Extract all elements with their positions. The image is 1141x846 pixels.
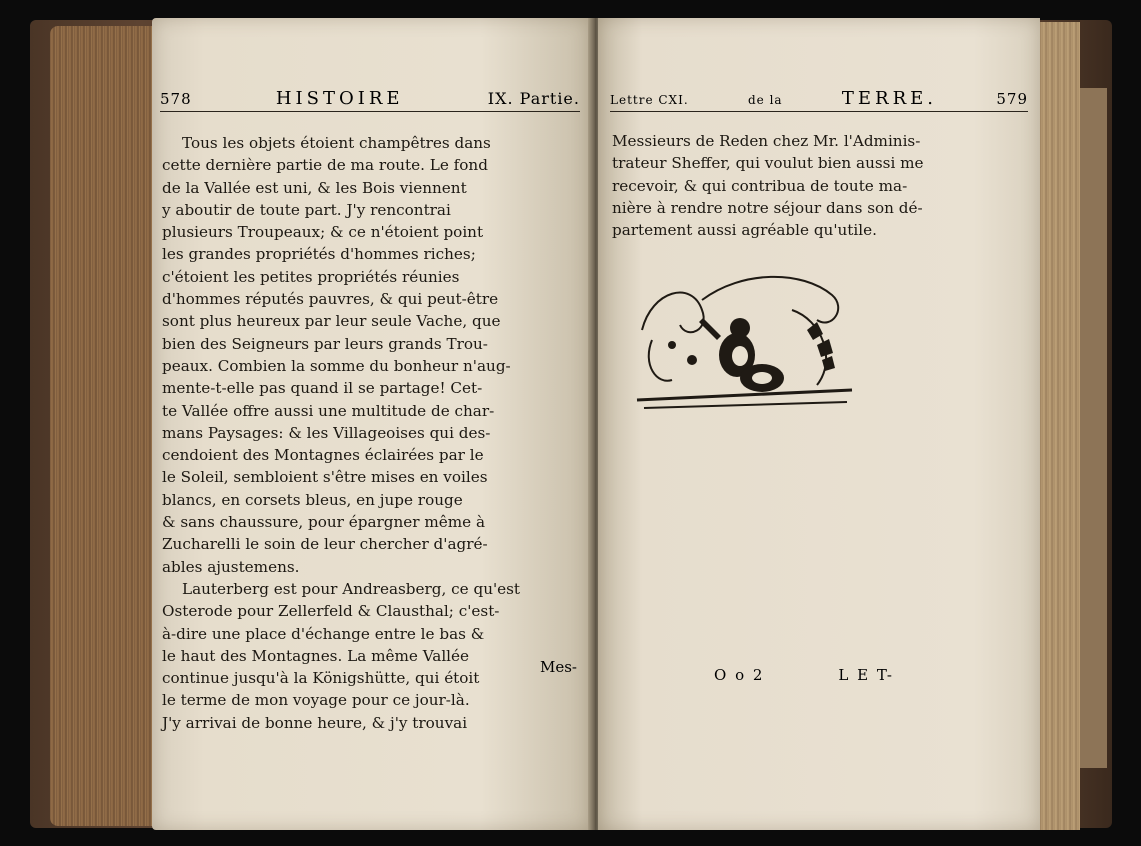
- text-line: le Soleil, sembloient s'être mises en voiles: [162, 468, 488, 487]
- left-header-title: HISTOIRE: [275, 88, 404, 109]
- text-line: peaux. Combien la somme du bonheur n'aug-: [162, 356, 511, 375]
- signature-mark: O o 2: [714, 666, 765, 684]
- right-page-body: [612, 130, 1028, 241]
- text-line: ables ajustemens.: [162, 557, 300, 576]
- text-line: les grandes propriétés d'hommes riches;: [162, 245, 476, 264]
- text-line: le haut des Montagnes. La même Vallée: [162, 646, 470, 665]
- text-line: nière à rendre notre séjour dans son dé-: [612, 198, 923, 217]
- text-line: Messieurs de Reden chez Mr. l'Adminis-: [612, 132, 921, 150]
- text-line: d'hommes réputés pauvres, & qui peut-être: [162, 290, 499, 309]
- left-page-number: 578: [160, 90, 192, 108]
- text-line: sont plus heureux par leur seule Vache, que: [162, 312, 501, 331]
- left-catchword: Mes-: [540, 658, 578, 676]
- text-line: y aboutir de toute part. J'y rencontrai: [162, 200, 451, 219]
- right-header-de: de la: [747, 93, 783, 107]
- text-line: c'étoient les petites propriétés réunies: [162, 267, 460, 286]
- text-line: continue jusqu'à la Königshütte, qui étoit: [162, 669, 480, 688]
- cherub-vignette-illustration: [632, 270, 860, 420]
- text-line: recevoir, & qui contribua de toute ma-: [612, 176, 908, 195]
- text-line: trateur Sheffer, qui voulut bien aussi me: [612, 154, 924, 173]
- text-line: te Vallée offre aussi une multitude de char-: [162, 401, 495, 420]
- text-line: & sans chaussure, pour épargner même à: [162, 513, 485, 532]
- right-running-head: [610, 88, 1028, 112]
- left-header-part: IX. Partie.: [487, 89, 580, 108]
- text-line: plusieurs Troupeaux; & ce n'étoient point: [162, 223, 484, 242]
- text-line: à-dire une place d'échange entre le bas &: [162, 624, 485, 643]
- text-line: Osterode pour Zellerfeld & Clausthal; c'est-: [162, 602, 500, 621]
- text-line: de la Vallée est uni, & les Bois viennent: [162, 178, 467, 197]
- text-line: J'y arrivai de bonne heure, & j'y trouvai: [162, 713, 468, 732]
- page-edges-left: [50, 26, 158, 826]
- left-page-body: [162, 132, 584, 734]
- right-page-number: 579: [996, 90, 1028, 108]
- text-line: blancs, en corsets bleus, en jupe rouge: [162, 490, 463, 509]
- text-line: Zucharelli le soin de leur chercher d'agré-: [162, 535, 488, 554]
- text-line: cendoient des Montagnes éclairées par le: [162, 446, 484, 465]
- text-line: Tous les objets étoient champêtres dans: [182, 134, 491, 152]
- right-header-letter: Lettre CXI.: [610, 93, 689, 107]
- page-edges-right: [1036, 22, 1080, 830]
- text-line: Lauterberg est pour Andreasberg, ce qu'est: [182, 579, 521, 598]
- right-page-footer: [714, 666, 894, 684]
- text-line: mans Paysages: & les Villageoises qui des-: [162, 423, 491, 442]
- right-catchword: L E T-: [838, 666, 894, 684]
- left-running-head: [160, 88, 580, 112]
- text-line: cette dernière partie de ma route. Le fond: [162, 156, 488, 175]
- text-line: mente-t-elle pas quand il se partage! Cet-: [162, 379, 483, 398]
- text-line: bien des Seigneurs par leurs grands Trou-: [162, 334, 488, 353]
- right-header-title: TERRE.: [841, 88, 938, 109]
- text-line: partement aussi agréable qu'utile.: [612, 221, 877, 240]
- text-line: le terme de mon voyage pour ce jour-là.: [162, 691, 470, 710]
